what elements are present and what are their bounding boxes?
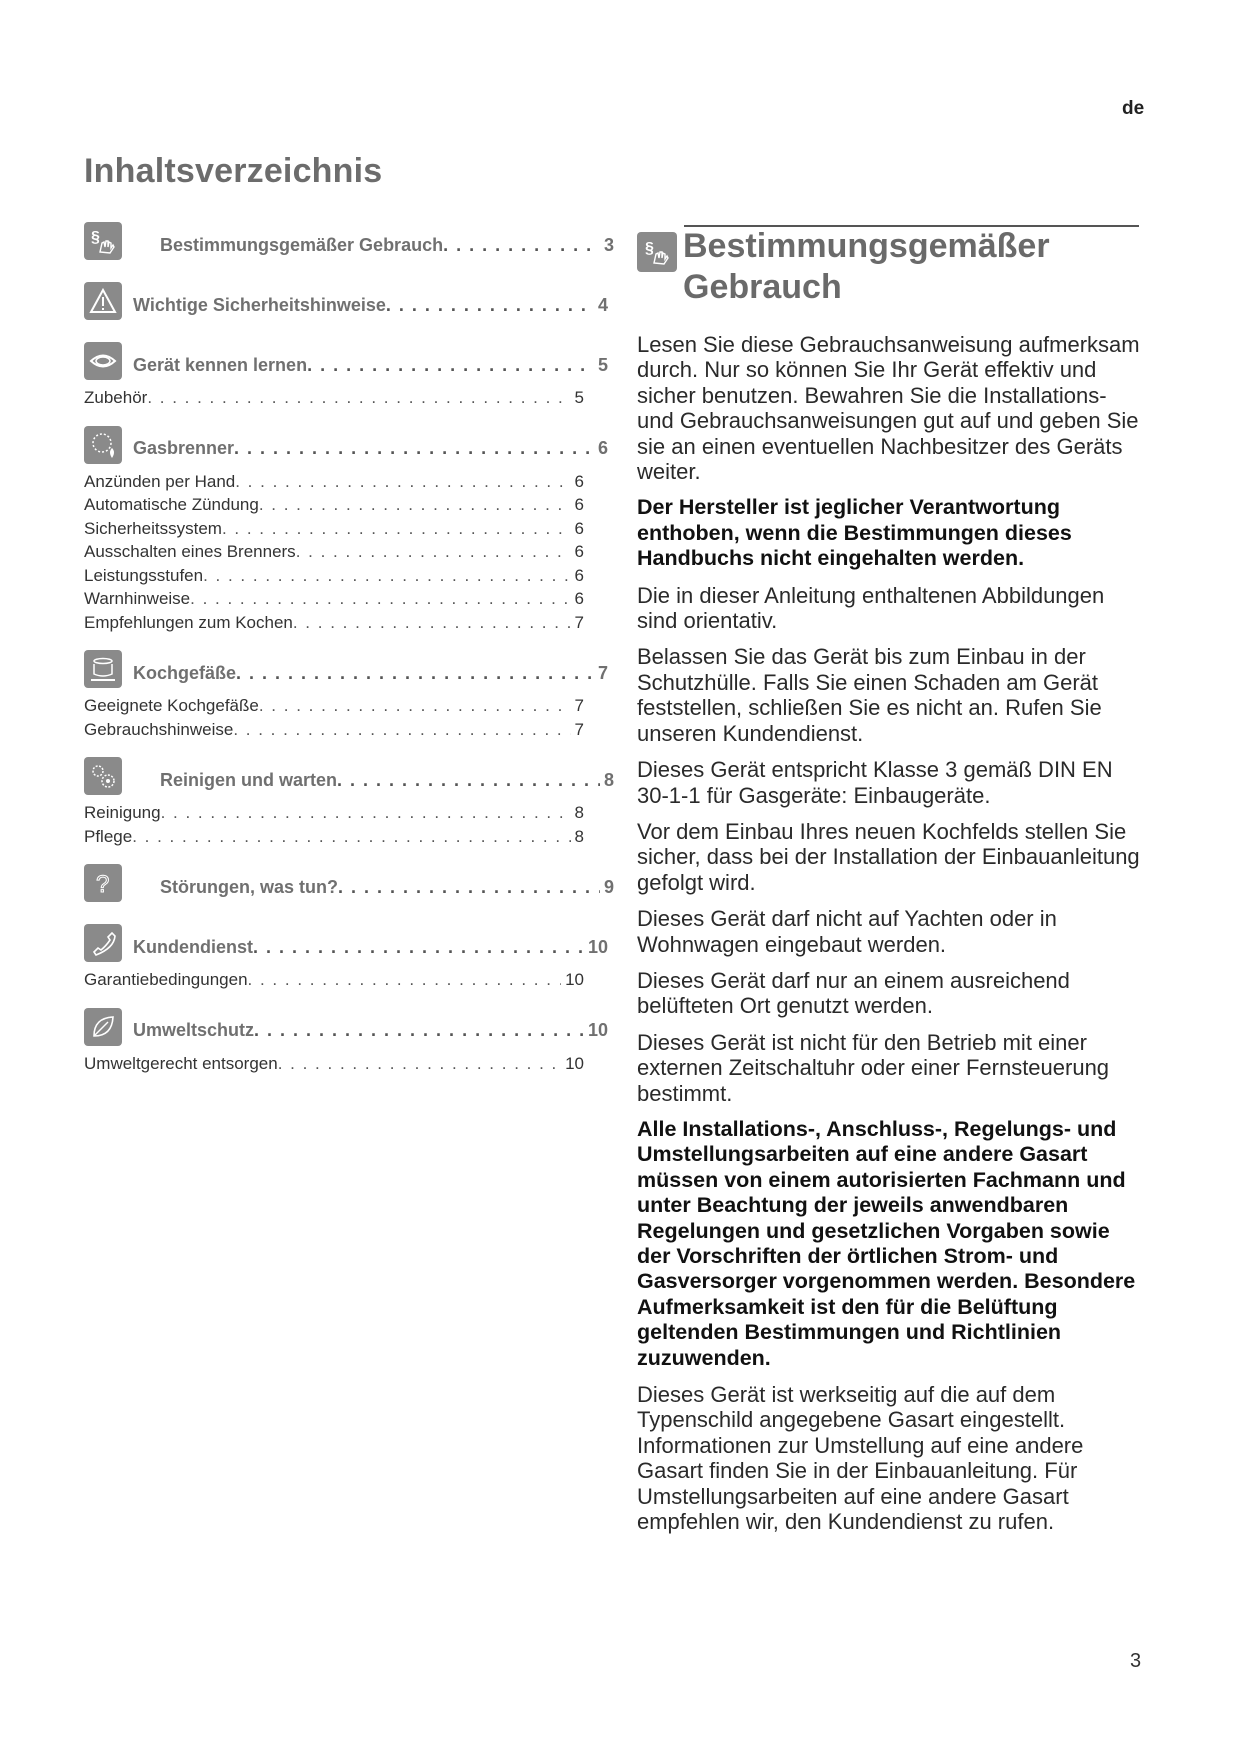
toc-entry-page: 4 bbox=[597, 294, 608, 315]
section-heading bbox=[637, 224, 1147, 304]
toc-section-head bbox=[84, 342, 614, 388]
toc-subentry[interactable] bbox=[84, 566, 584, 590]
toc-subentry-title: Zubehör bbox=[84, 388, 148, 407]
toc-section bbox=[84, 342, 614, 412]
paragraph: Dieses Gerät entspricht Klasse 3 gemäß DIN EN 30-1-1 für Gasgeräte: Einbaugeräte. bbox=[637, 757, 1113, 808]
toc-subentry-page: 8 bbox=[574, 803, 584, 822]
bold-paragraph: Der Hersteller ist jeglicher Verantwortung enthoben, wenn die Bestimmungen dieses Handbuchs nicht eingehalten werden. bbox=[637, 495, 1072, 571]
toc-subentry-page: 6 bbox=[574, 495, 584, 514]
svg-text:?: ? bbox=[96, 871, 110, 898]
leader-dots bbox=[161, 803, 571, 823]
bold-paragraph: Alle Installations-, Anschluss-, Regelungs- und Umstellungsarbeiten auf eine andere Gasart müssen von einem autorisierten Fachmann und unter Beachtung der jeweils anwendbaren Regelungen und gesetzlichen Vorgaben sowie der Vorschriften der örtlichen Strom- und Gasversorger vorgenommen werden. Besondere Aufmerksamkeit ist den für die Belüftung geltenden Bestimmungen und Richtlinien zuzuwenden. bbox=[637, 1116, 1136, 1370]
leader-dots bbox=[190, 589, 570, 609]
toc-entry[interactable] bbox=[133, 1020, 608, 1041]
toc-section bbox=[84, 222, 614, 268]
toc-section-head bbox=[84, 864, 614, 910]
phone-handset-icon bbox=[84, 924, 122, 962]
toc-entry-title: Wichtige Sicherheitshinweise bbox=[133, 294, 386, 315]
section-title-line1: Bestimmungsgemäßer bbox=[683, 227, 1050, 265]
paragraph: Dieses Gerät ist werkseitig auf die auf dem Typenschild angegebene Gasart eingestellt. Informationen zur Umstellung auf eine andere Gasart finden Sie in der Einbauanleitung. Für Umstellungsarbeiten auf eine andere Gasart empfehlen wir, den Kundendienst zu rufen. bbox=[637, 1382, 1084, 1535]
language-code: de bbox=[1122, 98, 1145, 119]
toc-subentry[interactable] bbox=[84, 803, 584, 827]
toc-subentry[interactable] bbox=[84, 519, 584, 543]
toc-subentry-page: 7 bbox=[574, 719, 584, 739]
paragraph: Dieses Gerät darf nicht auf Yachten oder in Wohnwagen eingebaut werden. bbox=[637, 906, 1057, 957]
leader-dots bbox=[253, 937, 584, 958]
toc-section-head bbox=[84, 426, 614, 472]
toc-subentry[interactable] bbox=[84, 472, 584, 496]
leader-dots bbox=[259, 696, 571, 716]
toc-subentry-page: 10 bbox=[565, 970, 584, 989]
leader-dots bbox=[386, 295, 594, 316]
leader-dots bbox=[236, 663, 594, 684]
toc-entry-title: Bestimmungsgemäßer Gebrauch bbox=[160, 234, 444, 255]
leader-dots bbox=[259, 495, 571, 515]
toc-subentry-title: Geeignete Kochgefäße bbox=[84, 696, 259, 715]
toc-title: Inhaltsverzeichnis bbox=[84, 152, 383, 190]
toc-section bbox=[84, 650, 614, 743]
table-of-contents bbox=[84, 222, 614, 1091]
toc-subentry-page: 8 bbox=[574, 826, 584, 846]
toc-subentry[interactable] bbox=[84, 388, 584, 412]
eye-icon bbox=[84, 342, 122, 380]
toc-entry-page: 10 bbox=[587, 1020, 608, 1040]
toc-entry[interactable] bbox=[160, 877, 614, 898]
leader-dots bbox=[248, 970, 562, 990]
page-number: 3 bbox=[1130, 1650, 1142, 1672]
toc-subentry-page: 6 bbox=[574, 589, 584, 608]
toc-subentry[interactable] bbox=[84, 970, 584, 994]
leader-dots bbox=[132, 827, 570, 847]
paragraph: Dieses Gerät ist nicht für den Betrieb mit einer externen Zeitschaltuhr oder einer Fernsteuerung bestimmt. bbox=[637, 1029, 1110, 1106]
toc-section bbox=[84, 864, 614, 910]
svg-text:§: § bbox=[91, 229, 100, 246]
gas-burner-icon bbox=[84, 426, 122, 464]
toc-subentry-title: Leistungsstufen bbox=[84, 565, 204, 585]
paragraph: Vor dem Einbau Ihres neuen Kochfelds stellen Sie sicher, dass bei der Installation der Einbauanleitung gefolgt wird. bbox=[637, 818, 1140, 895]
paragraph: Dieses Gerät darf nur an einem ausreichend belüfteten Ort genutzt werden. bbox=[637, 967, 1070, 1019]
toc-subentry-title: Automatische Zündung bbox=[84, 495, 259, 514]
toc-entry-page: 9 bbox=[603, 876, 614, 897]
main-content bbox=[637, 224, 1147, 1545]
paragraph-hand-icon bbox=[637, 232, 677, 272]
toc-subentry[interactable] bbox=[84, 720, 584, 744]
toc-section-head bbox=[84, 924, 614, 970]
leader-dots bbox=[296, 542, 571, 562]
toc-entry[interactable] bbox=[133, 295, 608, 316]
toc-subentry-page: 6 bbox=[574, 542, 584, 561]
leader-dots bbox=[443, 235, 600, 256]
toc-subentry-page: 7 bbox=[574, 612, 584, 632]
toc-subentry[interactable] bbox=[84, 827, 584, 851]
toc-entry-page: 10 bbox=[587, 936, 608, 957]
paragraph-hand-icon bbox=[84, 222, 122, 260]
cleaning-gears-icon bbox=[84, 757, 122, 795]
toc-subentry[interactable] bbox=[84, 495, 584, 519]
cookware-icon bbox=[84, 650, 122, 688]
toc-entry[interactable] bbox=[160, 770, 614, 791]
leader-dots bbox=[337, 770, 600, 791]
leader-dots bbox=[278, 1054, 561, 1074]
toc-section-head bbox=[84, 1008, 614, 1054]
toc-subentry-page: 6 bbox=[574, 471, 584, 491]
toc-subentry[interactable] bbox=[84, 542, 584, 566]
paragraph: Belassen Sie das Gerät bis zum Einbau in der Schutzhülle. Falls Sie einen Schaden am Gerät feststellen, schließen Sie es nicht an. Rufen Sie unseren Kundendienst. bbox=[637, 644, 1102, 746]
toc-entry-title: Störungen, was tun? bbox=[160, 876, 338, 897]
toc-entry[interactable] bbox=[133, 355, 608, 376]
leader-dots bbox=[338, 877, 600, 898]
leader-dots bbox=[254, 1020, 584, 1041]
toc-entry-page: 3 bbox=[603, 234, 614, 255]
toc-entry-title: Umweltschutz bbox=[133, 1020, 255, 1040]
toc-subentry[interactable] bbox=[84, 696, 584, 720]
toc-subentry-page: 5 bbox=[574, 388, 584, 407]
toc-entry-page: 6 bbox=[597, 438, 608, 458]
toc-subentry-title: Umweltgerecht entsorgen bbox=[84, 1053, 278, 1073]
toc-subentry[interactable] bbox=[84, 1054, 584, 1078]
toc-entry-page: 7 bbox=[597, 662, 608, 683]
leader-dots bbox=[234, 438, 594, 459]
section-title bbox=[683, 226, 1050, 308]
paragraphs bbox=[637, 332, 1147, 1534]
svg-text:§: § bbox=[645, 240, 654, 257]
paragraph: Lesen Sie diese Gebrauchsanweisung aufmerksam durch. Nur so können Sie Ihr Gerät effektiv und sicher benutzen. Bewahren Sie die Installations- und Gebrauchsanweisungen gut auf und geben Sie sie an einen eventuellen Nachbesitzer des Geräts weiter. bbox=[637, 332, 1140, 485]
toc-section bbox=[84, 924, 614, 994]
warning-triangle-icon bbox=[84, 282, 122, 320]
toc-section bbox=[84, 757, 614, 850]
leaf-icon bbox=[84, 1008, 122, 1046]
toc-subentry-page: 10 bbox=[565, 1053, 584, 1073]
toc-subentry-page: 6 bbox=[574, 565, 584, 585]
toc-entry-page: 8 bbox=[603, 769, 614, 790]
toc-section-head bbox=[84, 282, 614, 328]
leader-dots bbox=[307, 355, 594, 376]
toc-entry[interactable] bbox=[160, 235, 614, 256]
toc-subentry-title: Reinigung bbox=[84, 803, 161, 822]
toc-section bbox=[84, 282, 614, 328]
leader-dots bbox=[147, 388, 570, 408]
toc-entry[interactable] bbox=[133, 438, 608, 459]
toc-section-head bbox=[84, 222, 614, 268]
toc-subentry-title: Gebrauchshinweise bbox=[84, 719, 234, 739]
toc-entry-title: Gasbrenner bbox=[133, 438, 235, 458]
toc-entry[interactable] bbox=[133, 937, 608, 958]
toc-subentry-title: Warnhinweise bbox=[84, 589, 191, 608]
toc-subentry[interactable] bbox=[84, 613, 584, 637]
leader-dots bbox=[203, 566, 570, 586]
toc-section bbox=[84, 1008, 614, 1078]
toc-subentry-title: Sicherheitssystem bbox=[84, 518, 222, 538]
toc-entry-title: Kochgefäße bbox=[133, 662, 237, 683]
toc-subentry-title: Empfehlungen zum Kochen bbox=[84, 612, 293, 632]
toc-entry-title: Kundendienst bbox=[133, 936, 253, 957]
leader-dots bbox=[233, 720, 570, 740]
question-mark-icon bbox=[84, 864, 122, 902]
toc-entry-title: Gerät kennen lernen bbox=[133, 354, 308, 375]
section-title-line2: Gebrauch bbox=[683, 268, 842, 306]
toc-subentry-title: Garantiebedingungen bbox=[84, 970, 248, 989]
toc-subentry[interactable] bbox=[84, 589, 584, 613]
toc-section bbox=[84, 426, 614, 637]
leader-dots bbox=[235, 472, 570, 492]
toc-subentry-page: 7 bbox=[574, 696, 584, 715]
toc-subentry-title: Ausschalten eines Brenners bbox=[84, 542, 296, 561]
toc-section-head bbox=[84, 650, 614, 696]
toc-subentry-page: 6 bbox=[574, 518, 584, 538]
toc-entry[interactable] bbox=[133, 663, 608, 684]
toc-entry-page: 5 bbox=[597, 354, 608, 375]
paragraph: Die in dieser Anleitung enthaltenen Abbildungen sind orientativ. bbox=[637, 582, 1105, 634]
leader-dots bbox=[222, 519, 571, 539]
leader-dots bbox=[293, 613, 571, 633]
toc-subentry-title: Anzünden per Hand bbox=[84, 471, 236, 491]
toc-section-head bbox=[84, 757, 614, 803]
toc-entry-title: Reinigen und warten bbox=[160, 769, 338, 790]
toc-subentry-title: Pflege bbox=[84, 826, 133, 846]
